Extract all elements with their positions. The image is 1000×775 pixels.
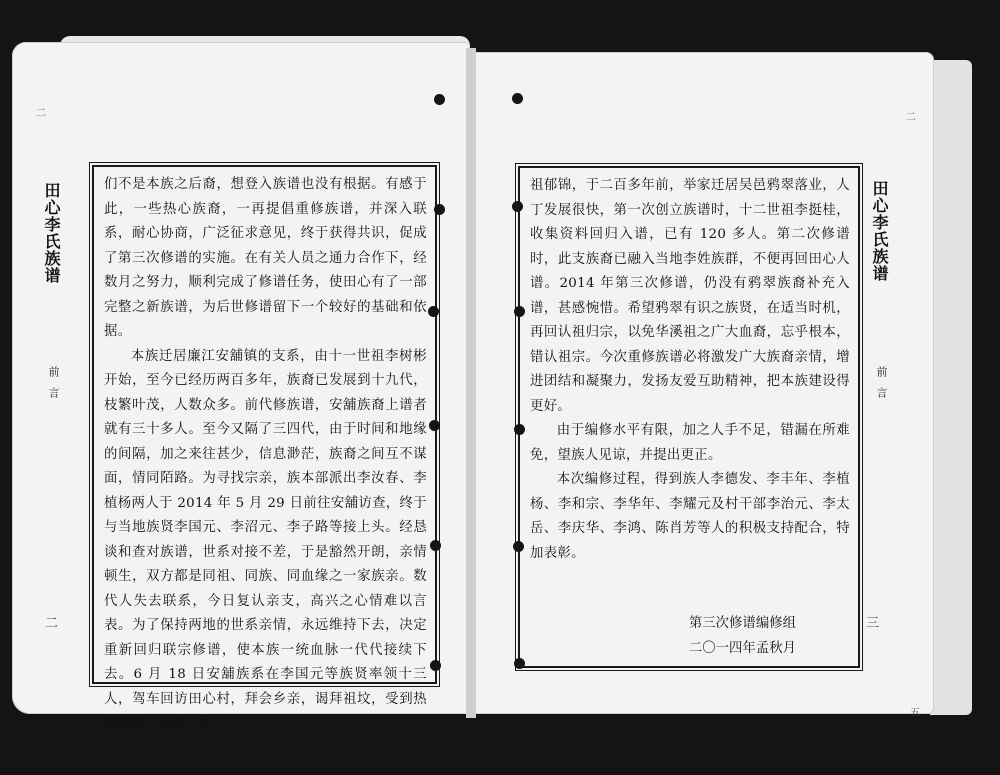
right-text-frame: [518, 166, 860, 668]
binding-hole: [434, 94, 445, 105]
book-gutter: [466, 48, 476, 718]
binding-hole: [430, 540, 441, 551]
left-paragraph-1: 们不是本族之后裔，想登入族谱也没有根据。有感于此，一些热心族裔，一再提倡重修族谱，并深入联系，耐心协商，广泛征求意见，终于获得共识，促成了第三次修谱的实施。在有关人员之通力合作下，经数月之努力，顺利完成了修谱任务，使田心有了一部完整之新族谱，为后世修谱留下一个较好的基础和依据。: [104, 177, 427, 339]
signature-date: 二〇一四年孟秋月: [688, 640, 796, 656]
binding-hole: [512, 93, 523, 104]
binding-hole: [430, 660, 441, 671]
left-text-frame: [92, 165, 437, 731]
binding-hole: [434, 204, 445, 215]
corner-mark-top-right: 二: [906, 112, 916, 123]
binding-hole: [514, 424, 525, 435]
right-page-number: 三: [866, 616, 880, 631]
left-side-section: 前言: [47, 366, 60, 408]
signature-group: 第三次修谱编修组: [688, 616, 796, 631]
right-paragraph-1: 祖郁锦，于二百多年前，举家迁居吴邑鸦翠落业，人丁发展很快，第一次创立族谱时，十二世祖李挺桂，收集资料回归入谱，已有 120 多人。第二次修谱时，此支族裔已融入当地李姓族群，不便再回田心人谱。2014 年第三次修谱，仍没有鸦翠族裔补充入谱，甚感惋惜。希望鸦翠有识之族贤，在适当时机，再回认祖归宗，以免华溪祖之广大血裔，忘乎根本，错认祖宗。今次重修族谱必将激发广大族裔亲情，增进团结和凝聚力，发扬友爱互助精神，把本族建设得更好。: [530, 178, 850, 414]
binding-hole: [512, 201, 523, 212]
left-paragraph-2: 本族迁居廉江安舖镇的支系，由十一世祖李树彬开始，至今已经历两百多年，族裔已发展到十九代，枝繁叶茂，人数众多。前代修族谱，安舖族裔上谱者就有三十多人。至今又隔了三四代，由于时间和地缘的间隔，加之来往甚少，信息渺茫，族裔之间互不谋面，情同陌路。为寻找宗亲，族本部派出李汝春、李植杨两人于 2014 年 5 月 29 日前往安舖访查，终于与当地族贤李国元、李沼元、李子路等接上头。经恳谈和查对族谱，世系对接不差，于是豁然开朗，亲情顿生，双方都是同祖、同族、同血缘之一家族亲。数代人失去联系，今日复认亲支，高兴之心情难以言表。为了保持两地的世系亲情，永远维持下去，决定重新回归联宗修谱，使本族一统血脉一代代接续下去。6 月 18 日安舖族系在李国元等族贤率领十三人，驾车回访田心村，拜会乡亲，谒拜祖坟，受到热情接待。五房八世: [104, 348, 427, 731]
left-page-number: 二: [45, 616, 59, 631]
right-side-section: 前言: [875, 366, 888, 408]
right-page-stack-edge: [930, 60, 972, 715]
right-paragraph-2: 由于编修水平有限，加之人手不足，错漏在所难免，望族人见谅，并提出更正。: [530, 423, 850, 463]
binding-hole: [514, 306, 525, 317]
right-paragraph-3: 本次编修过程，得到族人李德发、李丰年、李植杨、李和宗、李华年、李耀元及村干部李治元、李太岳、李庆华、李鸿、陈肖芳等人的积极支持配合，特加表彰。: [530, 472, 850, 561]
binding-hole: [514, 658, 525, 669]
left-side-title: 田心李氏族谱: [42, 182, 61, 284]
binding-hole: [428, 306, 439, 317]
binding-hole: [513, 541, 524, 552]
corner-mark-top-left: 二: [36, 108, 46, 119]
binding-hole: [429, 420, 440, 431]
corner-mark-bottom-right: 五: [910, 708, 920, 719]
right-side-title: 田心李氏族谱: [870, 180, 889, 282]
